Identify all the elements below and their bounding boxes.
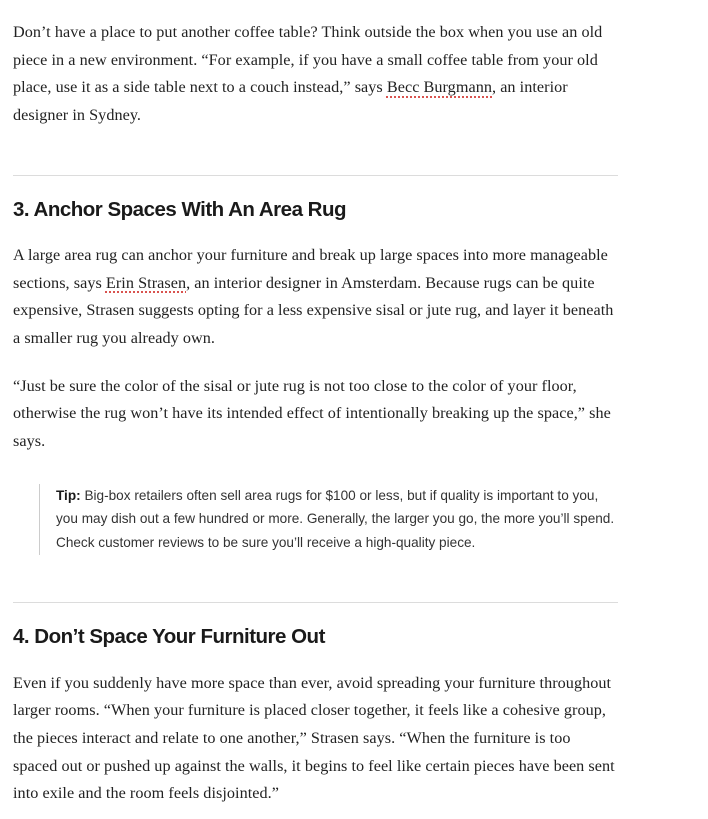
tip-callout	[39, 484, 616, 555]
section-3-paragraph-2: “Just be sure the color of the sisal or jute rug is not too close to the color of your floor, otherwise the rug won’t have its intended effect of intentionally breaking up the space,” she says.	[13, 376, 611, 451]
section-3-paragraph-1	[13, 242, 618, 353]
section-4-heading: 4. Don’t Space Your Furniture Out	[13, 624, 325, 648]
section-divider	[13, 175, 618, 176]
s3p1-text-after: , an interior designer in Amsterdam. Because rugs can be quite expensive, Strasen suggests opting for a less expensive sisal or jute rug, and layer it beneath a smaller rug you already own.	[13, 273, 614, 347]
erin-strasen-link[interactable]: Erin Strasen	[105, 273, 187, 292]
intro-paragraph	[13, 19, 618, 130]
intro-text-after: , an interior designer in Sydney.	[13, 78, 568, 125]
intro-text-before: Don’t have a place to put another coffee table? Think outside the box when you use an old piece in a new environment. “For example, if you have a small coffee table from your old place, use it as a side table next to a couch instead,” says	[13, 23, 603, 97]
tip-body: Big-box retailers often sell area rugs for $100 or less, but if quality is important to you, you may dish out a few hundred or more. Generally, the larger you go, the more you’ll spend. Check customer reviews to be sure you’ll receive a high-quality piece.	[56, 487, 615, 550]
section-3-heading: 3. Anchor Spaces With An Area Rug	[13, 197, 347, 221]
section-divider	[13, 602, 618, 603]
article-body	[13, 19, 618, 808]
tip-text	[56, 484, 616, 555]
tip-label: Tip:	[56, 487, 81, 503]
becc-burgmann-link[interactable]: Becc Burgmann	[386, 78, 492, 97]
section-4-paragraph-1: Even if you suddenly have more space than ever, avoid spreading your furniture throughout larger rooms. “When your furniture is placed closer together, it feels like a cohesive group, the pieces interact and relate to one another,” Strasen says. “When the furniture is too spaced out or pushed up against the walls, it begins to feel like certain pieces have been sent into exile and the room feels disjointed.”	[13, 673, 615, 803]
s3p1-text-before: A large area rug can anchor your furniture and break up large spaces into more manageable sections, says	[13, 245, 608, 292]
